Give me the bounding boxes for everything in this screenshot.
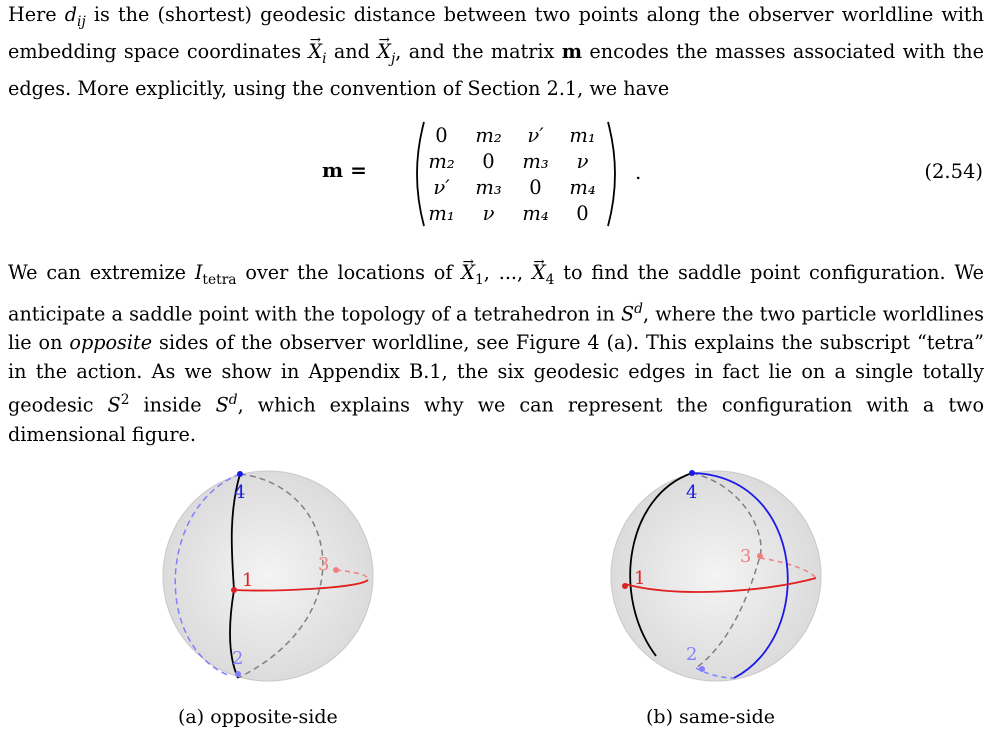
equation-2-54 [0, 118, 991, 230]
p2-text-2: over the locations of [236, 261, 462, 284]
p2-text-4: , where the two particle worldlines lie on [8, 302, 984, 355]
matrix-cell: ν [482, 201, 495, 225]
point-2 [235, 671, 241, 677]
point-4 [237, 471, 243, 477]
paragraph-1 [8, 0, 984, 103]
p2-text-1: We can extremize [8, 261, 195, 284]
symbol-i-subscript: tetra [202, 271, 237, 288]
point-1 [622, 583, 628, 589]
p2-text-5: sides of the observer worldline, see Figure 4 (a). This explains the subscript “tetra” in the action. As we show in Appendix B.1, the six geodesic edges in fact lie on a single totally geodesic [8, 331, 984, 418]
symbol-i: I [194, 261, 203, 284]
p2-text-7: , which explains why we can represent the configuration with a two dimensional figure. [8, 394, 985, 447]
symbol-s-2: S [107, 394, 121, 418]
symbol-x-1: → X [461, 258, 475, 287]
symbol-s: S [620, 302, 635, 326]
p1-text-3: and [326, 39, 378, 63]
label-2: 2 [232, 648, 244, 669]
matrix-row [418, 174, 606, 200]
p2-dots: , ..., [483, 261, 532, 284]
sphere-outline [163, 471, 373, 681]
label-4: 4 [234, 482, 246, 503]
figure-b-sphere [606, 466, 826, 686]
matrix-cell: 0 [482, 149, 495, 173]
right-paren [604, 120, 624, 228]
matrix-cell: m₁ [428, 201, 455, 225]
symbol-x-1-subscript: 1 [474, 271, 484, 288]
matrix-cell: m₃ [522, 149, 549, 173]
point-3 [757, 553, 763, 559]
equation-number: (2.54) [924, 160, 983, 183]
label-1: 1 [634, 568, 646, 589]
matrix-cell: m₂ [475, 123, 502, 147]
symbol-x-j: → X [377, 37, 391, 66]
matrix-cell: ν′ [527, 123, 544, 147]
p1-text-2: is the (shortest) geodesic distance between two points along the observer worldline with embedding space coordinates [8, 3, 984, 63]
caption-a: (a) opposite-side [178, 706, 338, 728]
matrix-cell: 0 [576, 201, 589, 225]
mass-matrix [418, 122, 606, 226]
p1-text-4: , and the matrix [395, 39, 562, 63]
symbol-s-2-superscript: 2 [120, 392, 130, 409]
matrix-row [418, 122, 606, 148]
paragraph-2 [8, 258, 984, 449]
point-2 [699, 666, 705, 672]
point-4 [689, 470, 695, 476]
emphasis-opposite: opposite [69, 331, 153, 355]
symbol-x-j-subscript: j [390, 50, 396, 67]
symbol-m: m [561, 39, 583, 63]
symbol-x-i: → X [308, 37, 322, 66]
symbol-s-3: S [215, 394, 229, 418]
label-3: 3 [318, 554, 330, 575]
p2-text-6: inside [129, 394, 216, 418]
label-1: 1 [242, 570, 254, 591]
symbol-s-superscript: d [634, 300, 643, 317]
matrix-cell: 0 [529, 175, 542, 199]
matrix-cell: 0 [435, 123, 448, 147]
point-1 [231, 587, 237, 593]
matrix-row [418, 148, 606, 174]
point-3 [333, 567, 339, 573]
equation-period: . [635, 160, 642, 184]
symbol-x-i-subscript: i [322, 50, 327, 67]
matrix-cell: m₂ [428, 149, 455, 173]
symbol-s-3-superscript: d [228, 392, 238, 409]
label-3: 3 [740, 546, 752, 567]
label-2: 2 [686, 644, 698, 665]
symbol-x-4: → X [532, 258, 546, 287]
symbol-d: d [64, 3, 78, 26]
matrix-row [418, 200, 606, 226]
matrix-cell: m₄ [522, 201, 549, 225]
matrix-cell: m₁ [569, 123, 596, 147]
matrix-cell: m₄ [569, 175, 596, 199]
equation-lhs: m = [322, 158, 367, 182]
symbol-d-subscript: ij [77, 13, 86, 30]
matrix-cell: m₃ [475, 175, 502, 199]
label-4: 4 [686, 482, 698, 503]
p1-text-5: encodes the masses associated with the edges. More explicitly, using the convention of Section 2.1, we have [8, 39, 984, 100]
matrix-cell: ν [576, 149, 589, 173]
matrix-cell: ν′ [433, 175, 450, 199]
caption-b: (b) same-side [646, 706, 776, 728]
p1-text-1: Here [8, 3, 65, 26]
p2-text-3: to find the saddle point configuration. We anticipate a saddle point with the topology of a tetrahedron in [8, 261, 984, 326]
symbol-x-4-subscript: 4 [545, 271, 555, 288]
figure-a-sphere [158, 466, 378, 686]
